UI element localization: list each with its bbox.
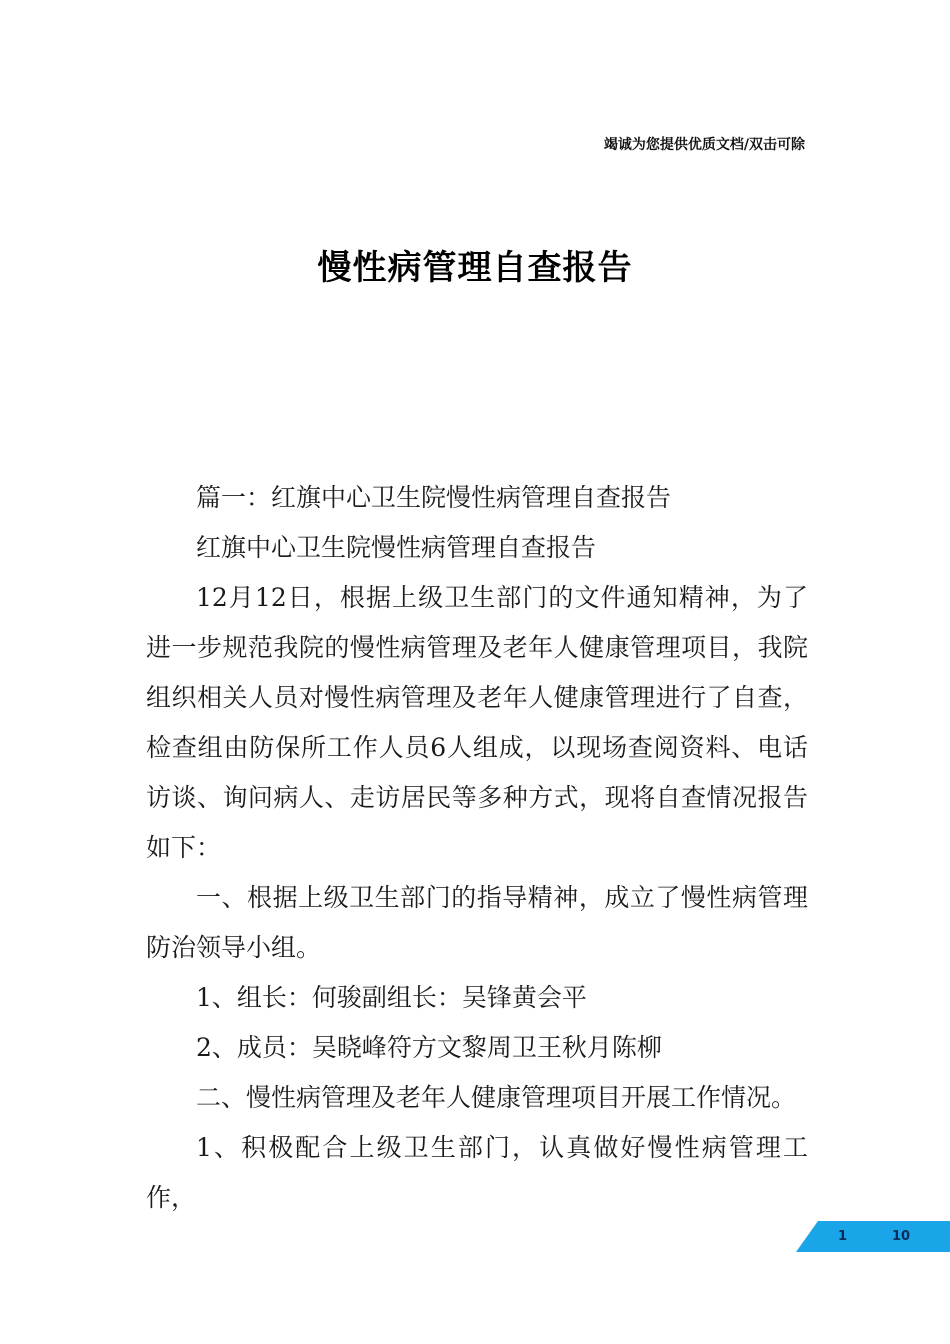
page-current-number: 1 xyxy=(838,1229,848,1244)
paragraph: 二、慢性病管理及老年人健康管理项目开展工作情况。 xyxy=(196,1083,797,1112)
paragraph: 一、根据上级卫生部门的指导精神，成立了慢性病管理防治领导小组。 xyxy=(146,883,808,962)
paragraph: 红旗中心卫生院慢性病管理自查报告 xyxy=(196,533,597,562)
paragraph: 12月12日，根据上级卫生部门的文件通知精神，为了进一步规范我院的慢性病管理及老年人健康管理项目，我院组织相关人员对慢性病管理及老年人健康管理进行了自查，检查组由防保所工作人员6人组成，以现场查阅资料、电话访谈、询问病人、走访居民等多种方式，现将自查情况报告如下： xyxy=(146,583,808,862)
document-body xyxy=(146,473,808,1223)
header-note: 竭诚为您提供优质文档/双击可除 xyxy=(603,137,805,153)
page-number-bar xyxy=(796,1221,950,1252)
document-title: 慢性病管理自查报告 xyxy=(317,248,633,288)
paragraph: 1、积极配合上级卫生部门，认真做好慢性病管理工作， xyxy=(146,1133,808,1212)
page-total-number: 10 xyxy=(892,1229,911,1244)
paragraph: 篇一：红旗中心卫生院慢性病管理自查报告 xyxy=(196,483,672,512)
paragraph: 1、组长：何骏副组长：吴锋黄会平 xyxy=(196,983,587,1012)
paragraph: 2、成员：吴晓峰符方文黎周卫王秋月陈柳 xyxy=(196,1033,662,1062)
